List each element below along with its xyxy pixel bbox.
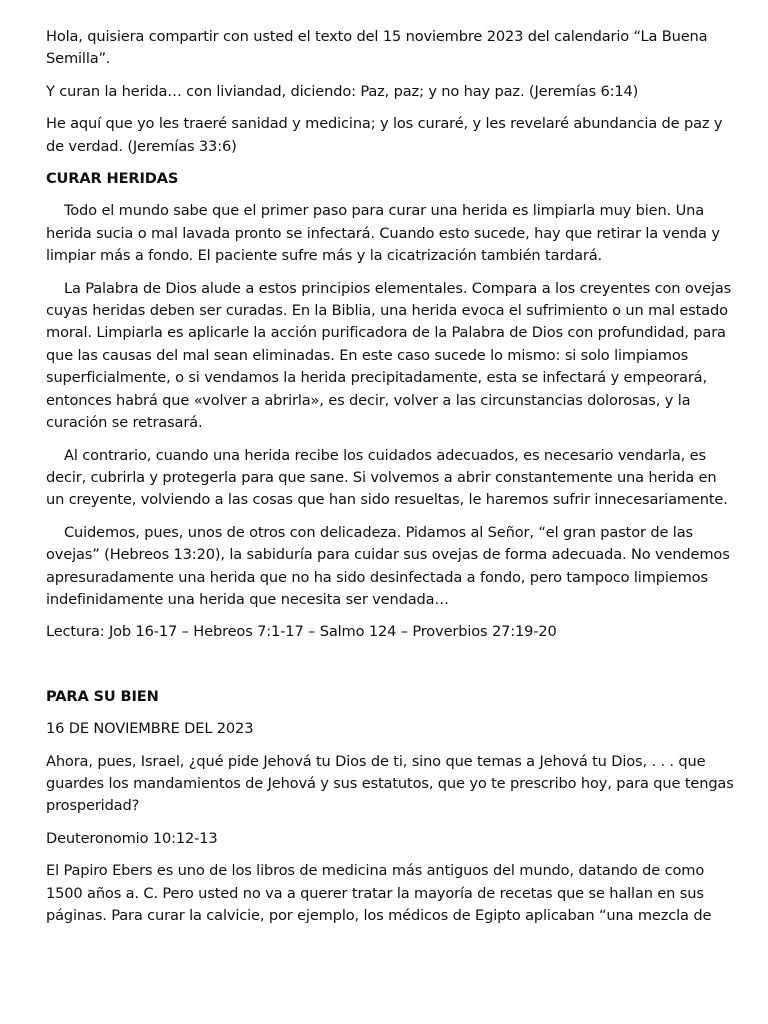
article2-verse: Ahora, pues, Israel, ¿qué pide Jehová tu Dios de ti, sino que temas a Jehová tu Dios, . . . que guardes los mandamientos de Jehová y sus estatutos, que yo te prescribo hoy, para que tengas prosperidad? xyxy=(46,752,734,815)
article1-paragraph-4: Cuidemos, pues, unos de otros con delicadeza. Pidamos al Señor, “el gran pastor de las ovejas” (Hebreos 13:20), la sabiduría para cuidar sus ovejas de forma adecuada. No vendemos apresuradamente una herida que no ha sido desinfectada a fondo, pero tampoco limpiemos indefinidamente una herida que necesita ser vendada… xyxy=(46,523,730,608)
article1-paragraph-2: La Palabra de Dios alude a estos principios elementales. Compara a los creyentes con ovejas cuyas heridas deben ser curadas. En la Biblia, una herida evoca el sufrimiento o un mal estado moral. Limpiarla es aplicarle la acción purificadora de la Palabra de Dios con profundidad, para que las causas del mal sean eliminadas. En este caso sucede lo mismo: si solo limpiamos superficialmente, o si vendamos la herida precipitadamente, esta se infectará y empeorará, entonces habrá que «volver a abrirla», es decir, volver a las circunstancias dolorosas, y la curación se retrasará. xyxy=(46,279,732,432)
article2-paragraph: El Papiro Ebers es uno de los libros de medicina más antiguos del mundo, datando de como 1500 años a. C. Pero usted no va a querer tratar la mayoría de recetas que se hallan en sus páginas. Para curar la calvicie, por ejemplo, los médicos de Egipto aplicaban “una mezcla de xyxy=(46,862,712,924)
article1-reading: Lectura: Job 16-17 – Hebreos 7:1-17 – Salmo 124 – Proverbios 27:19-20 xyxy=(46,623,557,641)
article1-paragraph-3: Al contrario, cuando una herida recibe los cuidados adecuados, es necesario vendarla, es decir, cubrirla y protegerla para que sane. Si volvemos a abrir constantemente una herida en un creyente, volviendo a las cosas que han sido resueltas, le haremos sufrir innecesariamente. xyxy=(46,446,728,509)
article1-heading: CURAR HERIDAS xyxy=(46,170,179,188)
intro-verse-jeremiah-33-6: He aquí que yo les traeré sanidad y medicina; y los curaré, y les revelaré abundancia de paz y de verdad. (Jeremías 33:6) xyxy=(46,115,723,155)
article2-heading: PARA SU BIEN xyxy=(46,687,159,705)
section-spacer xyxy=(46,654,736,686)
intro-verse-jeremiah-6-14: Y curan la herida… con liviandad, diciendo: Paz, paz; y no hay paz. (Jeremías 6:14) xyxy=(46,82,639,100)
intro-greeting: Hola, quisiera compartir con usted el texto del 15 noviembre 2023 del calendario “La Buena Semilla”. xyxy=(46,28,708,68)
article2-date: 16 DE NOVIEMBRE DEL 2023 xyxy=(46,720,254,738)
document-page xyxy=(46,26,736,937)
article2-reference: Deuteronomio 10:12-13 xyxy=(46,829,218,847)
article1-paragraph-1: Todo el mundo sabe que el primer paso para curar una herida es limpiarla muy bien. Una herida sucia o mal lavada pronto se infectará. Cuando esto sucede, hay que retirar la venda y limpiar más a fondo. El paciente sufre más y la cicatrización también tardará. xyxy=(46,202,720,265)
